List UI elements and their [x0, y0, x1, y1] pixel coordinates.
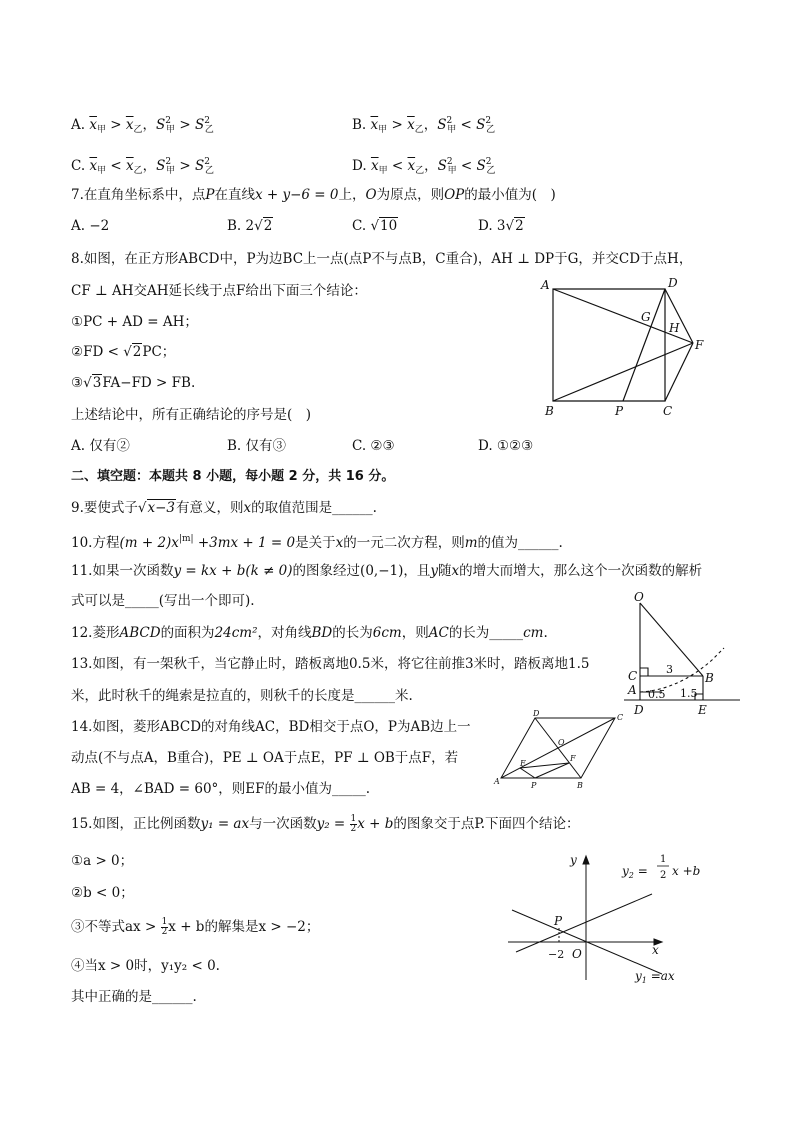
q11-line1: 11.如果一次函数y = kx + b(k ≠ 0)的图象经过(0,−1)，且y随x的增大而增大，那么这个一次函数的解析 — [71, 563, 703, 579]
q10: 10.方程$(m + 2)x^{|m|} +3mx + 1 = 0$是关于x的一元二次方程，则m的值为______. — [71, 534, 563, 551]
q15-conclusion-4: ④当x > 0时，y₁y₂ < 0. — [71, 958, 220, 974]
q15-function-graph — [502, 848, 710, 986]
q8-label-c: C — [663, 404, 673, 418]
q8-option-d: D. ①②③ — [478, 438, 534, 454]
q14-label-e: E — [520, 759, 526, 768]
q8-conclusion-2: ②FD < √2PC； — [71, 344, 176, 360]
q15-conclusion-1: ①a > 0； — [71, 853, 134, 869]
q8-option-b: B. 仅有③ — [227, 438, 287, 454]
q8-option-a: A. 仅有② — [71, 438, 130, 454]
q14-label-p: P — [531, 781, 537, 790]
q8-label-a: A — [541, 278, 550, 292]
q14-line3: AB = 4，∠BAD = 60°，则EF的最小值为_____. — [71, 781, 371, 797]
q15-origin: O — [572, 947, 582, 961]
q15-conclusion-2: ②b < 0； — [71, 885, 134, 901]
q13-value-15: 1.5 — [680, 687, 698, 700]
q15-y1-label: $y_1 =ax$ — [635, 969, 675, 985]
q14-line2: 动点(不与点A，B重合)，PE ⊥ OA于点E，PF ⊥ OB于点F，若 — [71, 750, 459, 766]
q8-label-p: P — [615, 404, 624, 418]
q8-question: 上述结论中，所有正确结论的序号是( ) — [71, 407, 312, 423]
q15-frac-num: 1 — [660, 854, 667, 865]
q14-label-a: A — [494, 777, 500, 786]
q15-y2-eq: x +b — [672, 864, 701, 878]
q7-stem: 7.在直角坐标系中，点P在直线x + y−6 = 0上，O为原点，则OP的最小值为( ) — [71, 187, 556, 203]
q8-label-f: F — [695, 338, 704, 352]
q8-label-h: H — [669, 321, 680, 335]
q8-label-g: G — [641, 310, 651, 324]
q14-label-b: B — [577, 781, 583, 790]
q8-conclusion-3: ③√3FA−FD > FB. — [71, 375, 196, 391]
q14-label-c: C — [617, 713, 624, 722]
q13-label-e: E — [698, 703, 707, 717]
q13-label-o: O — [634, 590, 644, 604]
q6-option-c: C. $\overline{x}_甲 < \overline{x}_乙$，$S^2_甲 > S^2_乙$ — [71, 157, 215, 176]
q15-stem: 15.如图，正比例函数y₁ = ax与一次函数y₂ = $\frac{1}{2}$ x + b的图象交于点P.下面四个结论： — [71, 814, 580, 834]
q15-axis-x: x — [652, 943, 659, 957]
q12: 12.菱形ABCD的面积为24cm²，对角线BD的长为6cm，则AC的长为_____cm. — [71, 625, 548, 641]
q8-label-b: B — [545, 404, 554, 418]
q15-axis-y: y — [570, 853, 577, 867]
q8-label-d: D — [668, 276, 678, 290]
q14-rhombus-figure — [493, 708, 629, 794]
q13-label-a: A — [628, 683, 637, 697]
q15-y2-label: $y_2$ = — [622, 864, 648, 880]
q11-line2: 式可以是_____(写出一个即可). — [71, 593, 255, 609]
q14-line1: 14.如图，菱形ABCD的对角线AC，BD相交于点O，P为AB边上一 — [71, 719, 471, 735]
q13-label-d: D — [634, 703, 644, 717]
q15-point-p: P — [554, 914, 563, 928]
q13-swing-figure — [618, 588, 746, 720]
q13-label-b: B — [705, 671, 714, 685]
q13-value-3: 3 — [666, 663, 673, 676]
q13-line2: 米，此时秋千的绳索是拉直的，则秋千的长度是______米. — [71, 688, 413, 704]
q7-option-c: C. √10 — [352, 218, 398, 234]
q15-frac-den: 2 — [660, 870, 667, 881]
q13-line1: 13.如图，有一架秋千，当它静止时，踏板离地0.5米，将它往前推3米时，踏板离地1.5 — [71, 656, 590, 672]
q14-label-f: F — [570, 754, 576, 763]
q8-line2: CF ⊥ AH交AH延长线于点F给出下面三个结论： — [71, 283, 367, 299]
q8-conclusion-1: ①PC + AD = AH； — [71, 314, 198, 330]
q8-option-c: C. ②③ — [352, 438, 395, 454]
q9: 9.要使式子√x−3有意义，则x的取值范围是______. — [71, 500, 377, 516]
q15-conclusion-3: ③不等式ax > $\frac{1}{2}$ x + b的解集是x > −2； — [71, 917, 320, 937]
q8-line1: 8.如图，在正方形ABCD中，P为边BC上一点(点P不与点B，C重合)，AH ⊥ DP于G，并交CD于点H， — [71, 251, 693, 267]
q7-option-b: B. 2√2 — [227, 218, 273, 234]
q14-label-o: O — [558, 738, 565, 747]
q6-option-d: D. $\overline{x}_甲 < \overline{x}_乙$，$S^2_甲 < S^2_乙$ — [352, 157, 496, 176]
q13-label-c: C — [628, 669, 638, 683]
q8-square-figure — [535, 273, 710, 421]
q6-option-b: B. $\overline{x}_甲 > \overline{x}_乙$，$S^2_甲 < S^2_乙$ — [352, 116, 496, 135]
q15-question: 其中正确的是______. — [71, 989, 197, 1005]
section-heading-fill-in: 二、填空题：本题共 8 小题，每小题 2 分，共 16 分。 — [71, 469, 395, 484]
q15-label-neg2: −2 — [548, 948, 565, 961]
q13-value-05: 0.5 — [648, 688, 666, 701]
q7-option-a: A. −2 — [71, 218, 110, 234]
q7-option-d: D. 3√2 — [478, 218, 524, 234]
q14-label-d: D — [533, 709, 540, 718]
q6-option-a: A. $\overline{x}_甲 > \overline{x}_乙$，$S^2_甲 > S^2_乙$ — [71, 116, 214, 135]
